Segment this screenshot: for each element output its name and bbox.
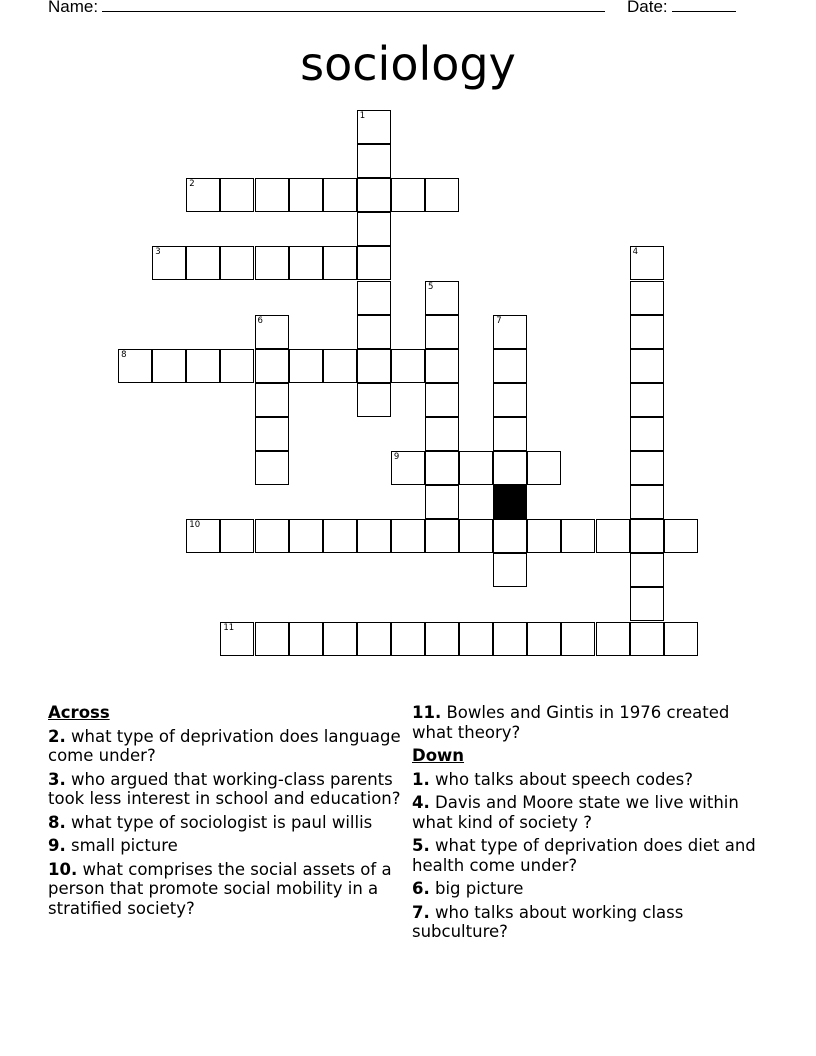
- grid-cell[interactable]: [425, 349, 459, 383]
- puzzle-title: sociology: [300, 37, 516, 91]
- clue-number: 9.: [48, 836, 66, 855]
- grid-cell[interactable]: [630, 587, 664, 621]
- grid-cell[interactable]: [255, 451, 289, 485]
- grid-cell[interactable]: [527, 519, 561, 553]
- clue-number: 4.: [412, 793, 430, 812]
- grid-cell[interactable]: [323, 519, 357, 553]
- clue-number: 5.: [412, 836, 430, 855]
- cell-number: 1: [359, 111, 366, 121]
- grid-cell[interactable]: [425, 485, 459, 519]
- grid-cell[interactable]: [220, 349, 254, 383]
- grid-cell[interactable]: [357, 383, 391, 417]
- grid-cell[interactable]: [289, 246, 323, 280]
- clue-text: big picture: [435, 879, 524, 898]
- grid-cell[interactable]: [630, 315, 664, 349]
- clue-number: 2.: [48, 726, 66, 746]
- across-clue: [48, 727, 403, 766]
- clue-number: 7.: [412, 902, 430, 922]
- clue-number: 3.: [48, 769, 66, 789]
- down-clue: [412, 836, 767, 875]
- grid-cell[interactable]: [459, 519, 493, 553]
- grid-cell[interactable]: [357, 212, 391, 246]
- grid-cell[interactable]: [255, 417, 289, 451]
- grid-cell[interactable]: [630, 485, 664, 519]
- across-clue: [48, 836, 403, 856]
- grid-cell[interactable]: [255, 349, 289, 383]
- grid-cell[interactable]: [357, 281, 391, 315]
- clue-text: what type of deprivation does language come under?: [48, 726, 401, 765]
- grid-cell[interactable]: [391, 178, 425, 212]
- grid-cell[interactable]: [357, 178, 391, 212]
- grid-cell[interactable]: [493, 622, 527, 656]
- grid-cell[interactable]: [323, 246, 357, 280]
- clue-text: Davis and Moore state we live within what kind of society ?: [412, 793, 739, 832]
- grid-cell[interactable]: [289, 349, 323, 383]
- clue-text: what type of sociologist is paul willis: [71, 812, 373, 832]
- clue-number: 11.: [412, 703, 442, 722]
- grid-cell[interactable]: [630, 281, 664, 315]
- cell-number: 9: [393, 452, 400, 462]
- grid-cell[interactable]: [289, 519, 323, 553]
- grid-cell[interactable]: [357, 519, 391, 553]
- clue-number: 6.: [412, 879, 430, 898]
- grid-cell[interactable]: [391, 519, 425, 553]
- grid-cell[interactable]: [493, 383, 527, 417]
- grid-cell[interactable]: [596, 519, 630, 553]
- grid-cell[interactable]: [493, 451, 527, 485]
- grid-cell[interactable]: [255, 383, 289, 417]
- across-clue: [48, 813, 403, 833]
- clue-text: Bowles and Gintis in 1976 created what theory?: [412, 703, 730, 742]
- down-clue: [412, 903, 767, 942]
- down-clue: [412, 879, 767, 899]
- grid-cell[interactable]: [493, 519, 527, 553]
- grid-cell[interactable]: [357, 349, 391, 383]
- grid-cell[interactable]: [493, 417, 527, 451]
- cell-number: 2: [189, 179, 195, 190]
- grid-cell[interactable]: [255, 622, 289, 656]
- clues-column-right: [412, 703, 767, 946]
- grid-cell[interactable]: [459, 451, 493, 485]
- clue-text: who talks about working class subculture?: [412, 902, 684, 941]
- grid-cell[interactable]: [425, 178, 459, 212]
- grid-cell[interactable]: [630, 383, 664, 417]
- clue-text: who argued that working-class parents took less interest in school and education?: [48, 769, 401, 808]
- grid-cell[interactable]: [152, 349, 186, 383]
- grid-cell[interactable]: [323, 178, 357, 212]
- grid-cell[interactable]: [323, 622, 357, 656]
- grid-cell[interactable]: [664, 622, 698, 656]
- grid-cell[interactable]: [391, 349, 425, 383]
- cell-number: 7: [496, 315, 502, 326]
- grid-cell[interactable]: [289, 178, 323, 212]
- grid-cell[interactable]: [357, 144, 391, 178]
- grid-cell[interactable]: [357, 246, 391, 280]
- grid-cell[interactable]: [391, 622, 425, 656]
- across-heading: Across: [48, 703, 110, 722]
- grid-cell[interactable]: [561, 622, 595, 656]
- grid-cell[interactable]: [220, 519, 254, 553]
- grid-cell[interactable]: [630, 451, 664, 485]
- grid-cell[interactable]: [357, 315, 391, 349]
- grid-cell[interactable]: [630, 519, 664, 553]
- cell-number: 3: [155, 247, 161, 258]
- grid-cell[interactable]: [323, 349, 357, 383]
- down-heading: Down: [412, 746, 465, 765]
- down-clue: [412, 770, 767, 790]
- grid-cell[interactable]: [630, 622, 664, 656]
- grid-cell[interactable]: [664, 519, 698, 553]
- clues-column-left: [48, 703, 403, 922]
- grid-cell[interactable]: [527, 451, 561, 485]
- grid-cell[interactable]: [357, 622, 391, 656]
- clue-text: what comprises the social assets of a person that promote social mobility in a stratified society?: [48, 859, 392, 918]
- grid-cell[interactable]: [425, 622, 459, 656]
- grid-cell[interactable]: [186, 246, 220, 280]
- grid-cell[interactable]: [220, 178, 254, 212]
- clue-number: 1.: [412, 769, 430, 789]
- grid-cell[interactable]: [630, 349, 664, 383]
- grid-cell[interactable]: [289, 622, 323, 656]
- grid-cell[interactable]: [493, 553, 527, 587]
- grid-cell[interactable]: [630, 417, 664, 451]
- grid-cell[interactable]: [220, 246, 254, 280]
- grid-cell[interactable]: [493, 349, 527, 383]
- cell-number: 5: [428, 281, 434, 292]
- grid-cell[interactable]: [596, 622, 630, 656]
- grid-cell[interactable]: [425, 315, 459, 349]
- grid-cell[interactable]: [425, 417, 459, 451]
- grid-cell[interactable]: [186, 349, 220, 383]
- black-cell: [493, 485, 527, 519]
- cell-number: 8: [121, 349, 127, 360]
- cell-number: 10: [189, 520, 201, 531]
- grid-cell[interactable]: [255, 178, 289, 212]
- cell-number: 11: [223, 622, 235, 633]
- across-clue: [412, 703, 767, 742]
- grid-cell[interactable]: [630, 553, 664, 587]
- clue-text: who talks about speech codes?: [435, 769, 693, 789]
- grid-cell[interactable]: [527, 622, 561, 656]
- name-label: Name:: [48, 0, 99, 16]
- clue-number: 8.: [48, 812, 66, 832]
- grid-cell[interactable]: [255, 519, 289, 553]
- date-label: Date:: [627, 0, 668, 16]
- grid-cell[interactable]: [561, 519, 595, 553]
- grid-cell[interactable]: [425, 383, 459, 417]
- across-clue: [48, 860, 403, 919]
- cell-number: 4: [632, 247, 639, 258]
- grid-cell[interactable]: [425, 519, 459, 553]
- across-clue: [48, 770, 403, 809]
- grid-cell[interactable]: [459, 622, 493, 656]
- grid-cell[interactable]: [255, 246, 289, 280]
- clue-number: 10.: [48, 859, 78, 879]
- grid-cell[interactable]: [425, 451, 459, 485]
- down-clue: [412, 793, 767, 832]
- cell-number: 6: [257, 315, 263, 326]
- clue-text: small picture: [71, 836, 178, 855]
- clue-text: what type of deprivation does diet and health come under?: [412, 836, 756, 875]
